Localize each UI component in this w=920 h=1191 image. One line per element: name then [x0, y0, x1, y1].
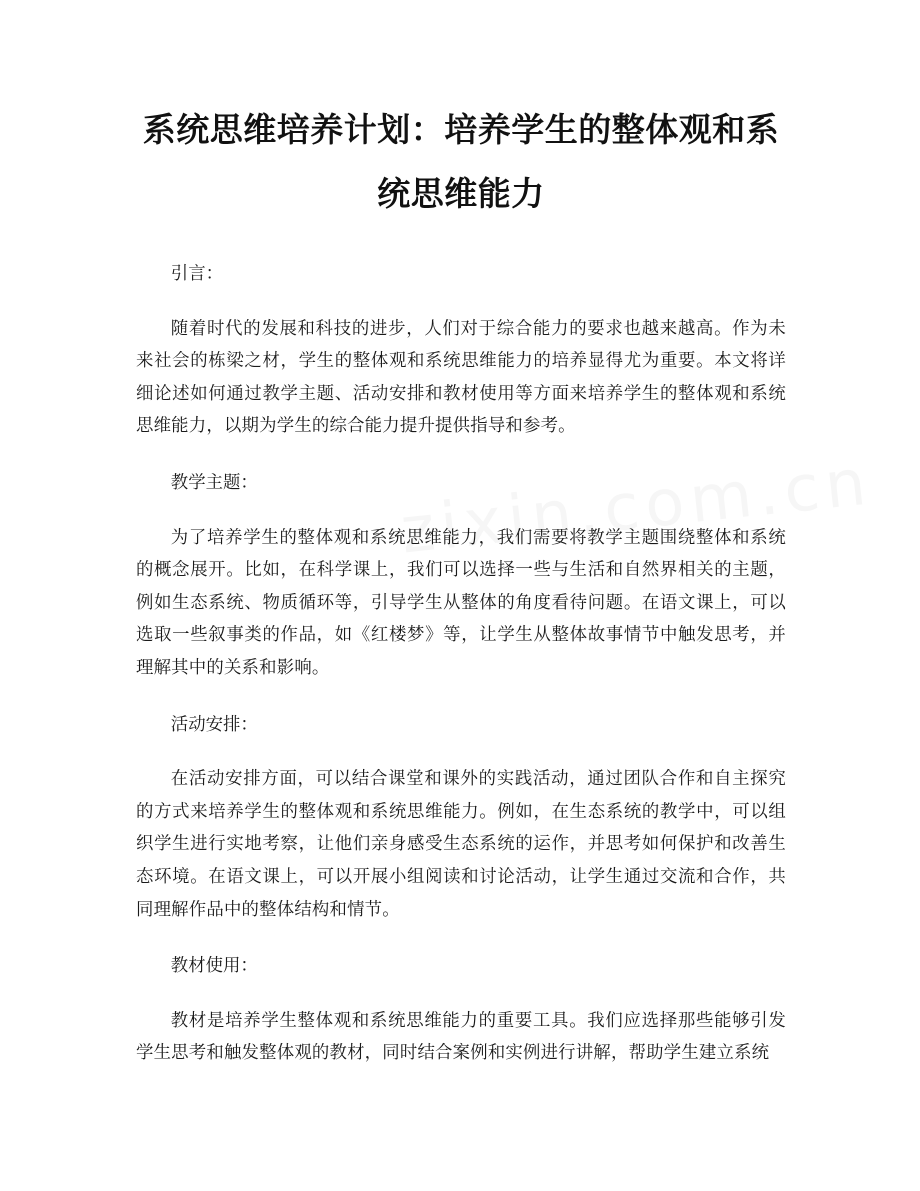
section-paragraph-activities: 在活动安排方面，可以结合课堂和课外的实践活动，通过团队合作和自主探究的方式来培养学生的整体观和系统思维能力。例如，在生态系统的教学中，可以组织学生进行实地考察，让他们亲身感受生态系统的运作，并思考如何保护和改善生态环境。在语文课上，可以开展小组阅读和讨论活动，让学生通过交流和合作，共同理解作品中的整体结构和情节。	[136, 769, 786, 920]
section-heading-intro: 引言：	[170, 264, 223, 284]
document-page	[136, 98, 786, 1070]
section-heading-activities: 活动安排：	[170, 714, 258, 735]
document-title: 系统思维培养计划：培养学生的整体观和系统思维能力	[142, 110, 780, 213]
document-body	[136, 258, 786, 1070]
section-heading-materials: 教材使用：	[170, 956, 258, 977]
section-paragraph-materials: 教材是培养学生整体观和系统思维能力的重要工具。我们应选择那些能够引发学生思考和触发整体观的教材，同时结合案例和实例进行讲解，帮助学生建立系统	[136, 1010, 786, 1064]
section-paragraph-intro: 随着时代的发展和科技的进步，人们对于综合能力的要求也越来越高。作为未来社会的栋梁之材，学生的整体观和系统思维能力的培养显得尤为重要。本文将详细论述如何通过教学主题、活动安排和教材使用等方面来培养学生的整体观和系统思维能力，以期为学生的综合能力提升提供指导和参考。	[136, 318, 786, 437]
section-paragraph-teaching-theme: 为了培养学生的整体观和系统思维能力，我们需要将教学主题围绕整体和系统的概念展开。比如，在科学课上，我们可以选择一些与生活和自然界相关的主题，例如生态系统、物质循环等，引导学生从整体的角度看待问题。在语文课上，可以选取一些叙事类的作品，如《红楼梦》等，让学生从整体故事情节中触发思考，并理解其中的关系和影响。	[136, 527, 786, 678]
section-heading-teaching-theme: 教学主题：	[170, 472, 258, 493]
